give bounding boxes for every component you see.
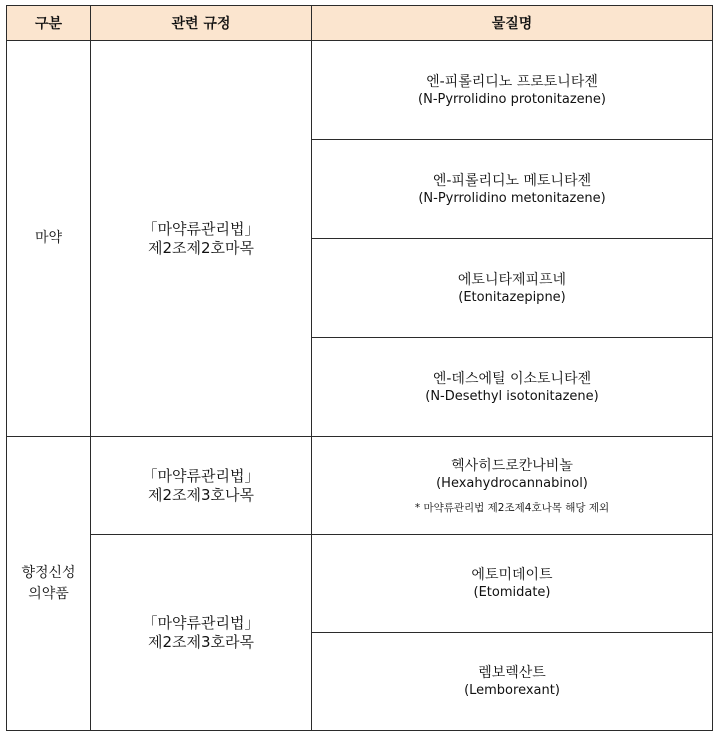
substance-cell xyxy=(312,239,713,338)
regulation-article: 제2조제3호라목 xyxy=(147,632,255,651)
table-row xyxy=(7,535,713,633)
substance-name-ko: 렘보렉산트 xyxy=(478,665,546,681)
regulation-cell xyxy=(91,535,312,731)
substance-name-en: (Etomidate) xyxy=(473,585,551,600)
substance-cell xyxy=(312,437,713,535)
substance-cell xyxy=(312,338,713,437)
substance-name-en: (N-Pyrrolidino protonitazene) xyxy=(418,91,606,107)
substance-cell xyxy=(312,633,713,731)
regulation-law: 「마약류관리법」 xyxy=(142,613,260,632)
exclusion-note: * 마약류관리법 제2조제4호나목 해당 제외 xyxy=(414,501,610,514)
substance-name-ko: 엔-피롤리디노 메토니타젠 xyxy=(432,172,592,189)
category-cell xyxy=(7,41,91,437)
regulation-article: 제2조제3호나목 xyxy=(147,485,255,504)
substance-name-ko: 엔-피롤리디노 프로토니타젠 xyxy=(426,73,598,90)
substance-name-en: (Hexahydrocannabinol) xyxy=(436,475,588,491)
header-row xyxy=(7,6,713,41)
category-cell xyxy=(7,437,91,731)
substance-name-ko: 에토니타제피프네 xyxy=(457,271,567,288)
header-regulation: 관련 규정 xyxy=(91,6,312,41)
substance-cell xyxy=(312,41,713,140)
substance-name-ko: 엔-데스에틸 이소토니타젠 xyxy=(432,370,592,387)
header-substance: 물질명 xyxy=(312,6,713,41)
table-row xyxy=(7,41,713,140)
header-category: 구분 xyxy=(7,6,91,41)
substance-cell xyxy=(312,140,713,239)
substance-schedule-table xyxy=(6,5,713,731)
regulation-cell xyxy=(91,41,312,437)
substance-name-en: (N-Pyrrolidino metonitazene) xyxy=(418,190,606,206)
category-label-line1: 향정신성 xyxy=(21,564,76,581)
table-row xyxy=(7,437,713,535)
category-label: 마약 xyxy=(34,230,63,246)
substance-name-ko: 헥사히드로칸나비놀 xyxy=(451,457,573,474)
substance-name-en: (Lemborexant) xyxy=(464,683,560,698)
substance-name-ko: 에토미데이트 xyxy=(471,567,553,583)
substance-name-en: (N-Desethyl isotonitazene) xyxy=(425,388,599,404)
category-label-line2: 의약품 xyxy=(28,585,69,602)
regulation-law: 「마약류관리법」 xyxy=(142,219,260,238)
regulation-law: 「마약류관리법」 xyxy=(142,466,260,485)
substance-cell xyxy=(312,535,713,633)
substance-name-en: (Etonitazepipne) xyxy=(458,289,566,305)
regulation-article: 제2조제2호마목 xyxy=(147,238,255,257)
regulation-cell xyxy=(91,437,312,535)
